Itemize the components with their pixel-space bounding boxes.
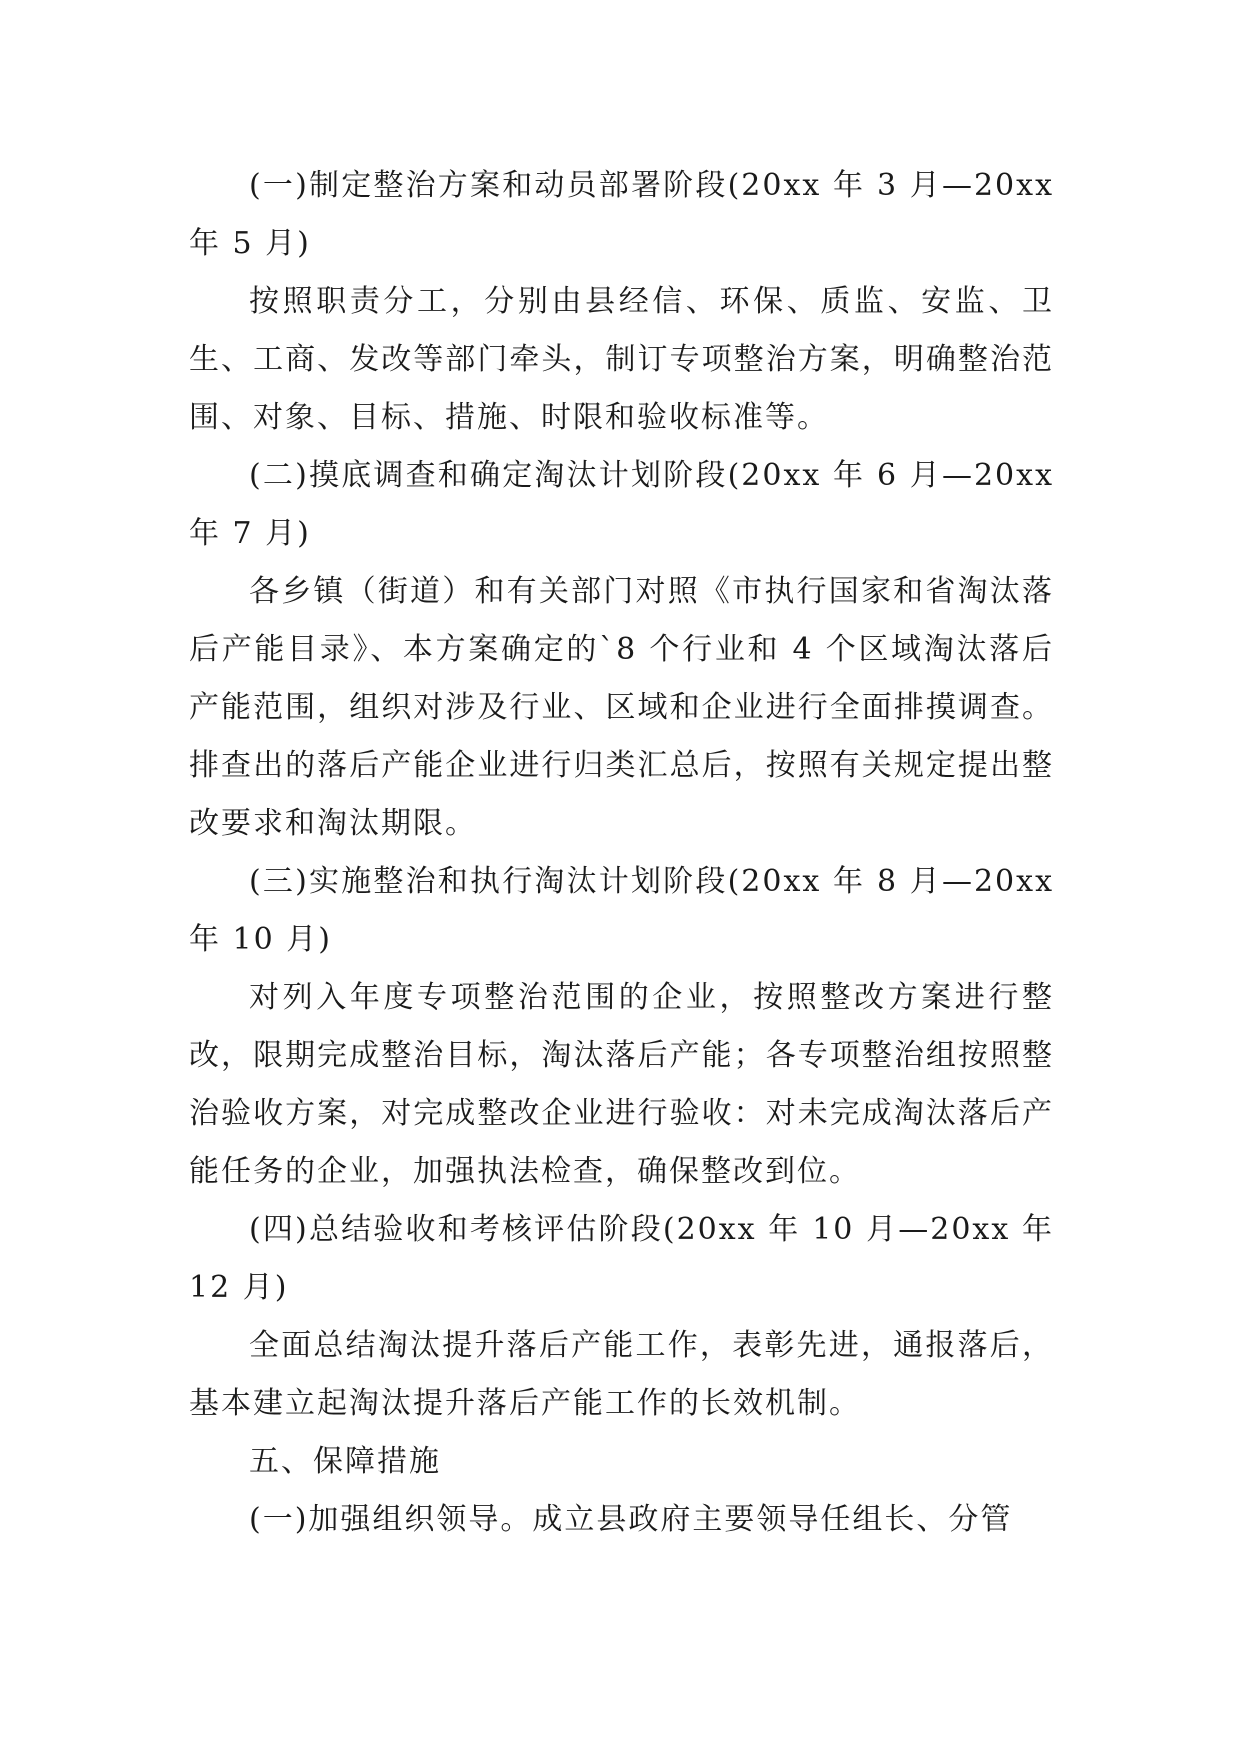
document-body [189,157,1054,1549]
stage-one-body: 按照职责分工，分别由县经信、环保、质监、安监、卫生、工商、发改等部门牵头，制订专项整治方案，明确整治范围、对象、目标、措施、时限和验收标准等。 [189,284,1054,435]
stage-three-body: 对列入年度专项整治范围的企业，按照整改方案进行整改，限期完成整治目标，淘汰落后产能；各专项整治组按照整治验收方案，对完成整改企业进行验收：对未完成淘汰落后产能任务的企业，加强执法检查，确保整改到位。 [189,980,1054,1189]
section-five-heading: 五、保障措施 [249,1444,441,1479]
stage-two-body: 各乡镇（街道）和有关部门对照《市执行国家和省淘汰落后产能目录》、本方案确定的`8 个行业和 4 个区域淘汰落后产能范围，组织对涉及行业、区域和企业进行全面排摸调查。排查出的落后产能企业进行归类汇总后，按照有关规定提出整改要求和淘汰期限。 [189,574,1054,841]
stage-three-heading: (三)实施整治和执行淘汰计划阶段(20xx 年 8 月—20xx 年 10 月) [189,864,1054,957]
measure-one-text: (一)加强组织领导。成立县政府主要领导任组长、分管 [249,1502,1013,1537]
stage-one-heading: (一)制定整治方案和动员部署阶段(20xx 年 3 月—20xx 年 5 月) [189,168,1054,261]
stage-four-heading: (四)总结验收和考核评估阶段(20xx 年 10 月—20xx 年 12 月) [189,1212,1054,1305]
stage-two-heading: (二)摸底调查和确定淘汰计划阶段(20xx 年 6 月—20xx 年 7 月) [189,458,1054,551]
stage-four-body: 全面总结淘汰提升落后产能工作，表彰先进，通报落后，基本建立起淘汰提升落后产能工作的长效机制。 [189,1328,1054,1421]
